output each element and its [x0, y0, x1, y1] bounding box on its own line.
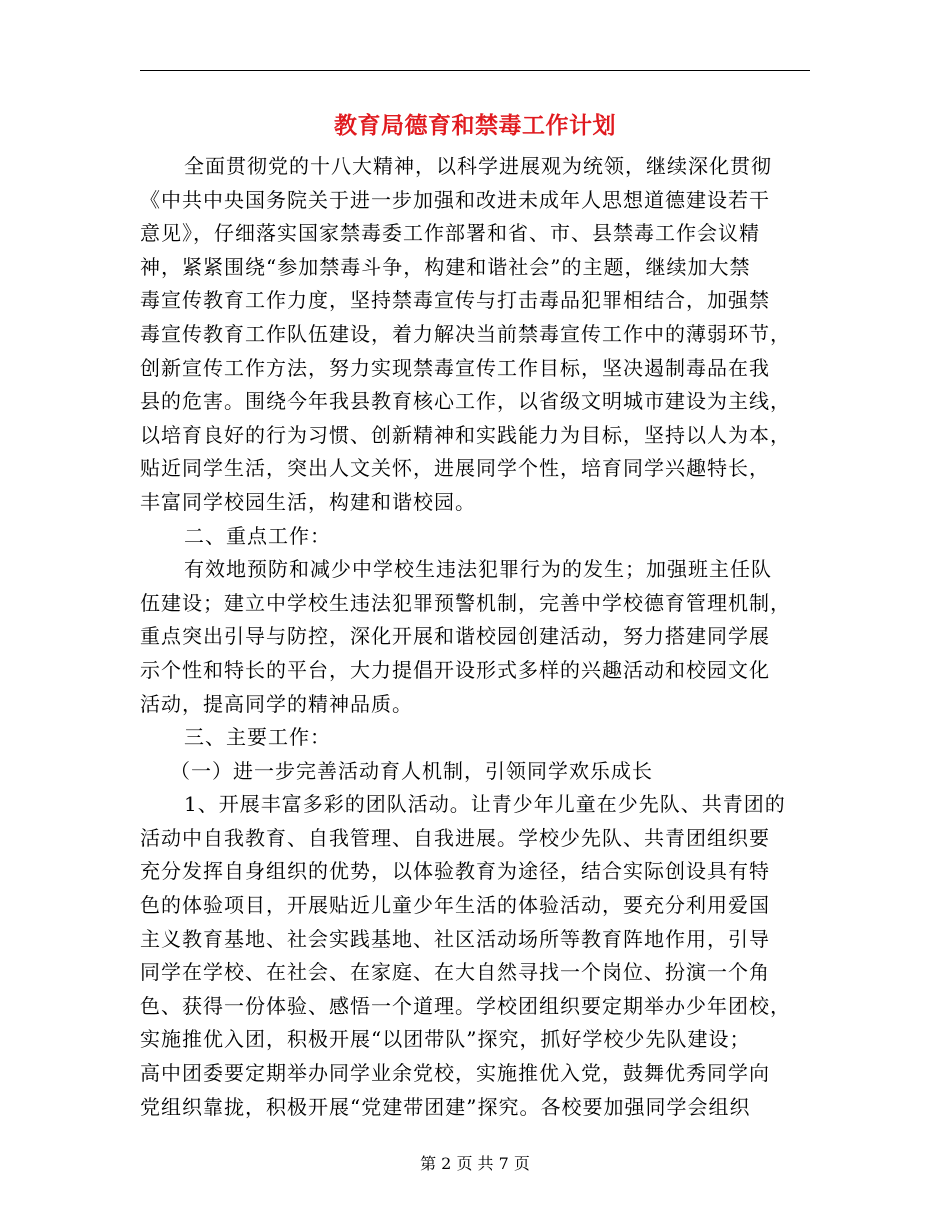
body-line: 色的体验项目，开展贴近儿童少年生活的体验活动，要充分利用爱国 [140, 893, 770, 918]
body-line: 实施推优入团，积极开展“以团带队”探究，抓好学校少先队建设； [140, 1027, 751, 1052]
body-line: 高中团委要定期举办同学业余党校，实施推优入党，鼓舞优秀同学向 [140, 1061, 770, 1086]
body-line: 县的危害。围绕今年我县教育核心工作，以省级文明城市建设为主线， [140, 389, 791, 414]
section-heading: 二、重点工作： [184, 523, 331, 548]
body-line: 毒宣传教育工作力度，坚持禁毒宣传与打击毒品犯罪相结合，加强禁 [140, 288, 770, 313]
body-line: 神，紧紧围绕“参加禁毒斗争，构建和谐社会”的主题，继续加大禁 [140, 254, 751, 279]
body-line: 丰富同学校园生活，构建和谐校园。 [140, 489, 476, 514]
body-line: 伍建设；建立中学校生违法犯罪预警机制，完善中学校德育管理机制， [140, 590, 791, 615]
page-number: 第 2 页 共 7 页 [420, 1154, 530, 1173]
body-line: 创新宣传工作方法，努力实现禁毒宣传工作目标，坚决遏制毒品在我 [140, 355, 770, 380]
body-line: 党组织靠拢，积极开展“党建带团建”探究。各校要加强同学会组织 [140, 1094, 751, 1119]
body-line: 意见》，仔细落实国家禁毒委工作部署和省、市、县禁毒工作会议精 [140, 221, 760, 246]
body-line: 色、获得一份体验、感悟一个道理。学校团组织要定期举办少年团校， [140, 993, 791, 1018]
body-line: 全面贯彻党的十八大精神，以科学进展观为统领，继续深化贯彻 [184, 154, 772, 178]
subsection-heading: （一）进一步完善活动育人机制，引领同学欢乐成长 [170, 758, 653, 783]
body-line: 重点突出引导与防控，深化开展和谐校园创建活动，努力搭建同学展 [140, 624, 770, 649]
body-line: 主义教育基地、社会实践基地、社区活动场所等教育阵地作用，引导 [140, 926, 770, 951]
body-line: 1、开展丰富多彩的团队活动。让青少年儿童在少先队、共青团的 [184, 792, 786, 817]
document-body [140, 150, 810, 1124]
section-heading: 三、主要工作： [184, 725, 331, 750]
body-line: 活动，提高同学的精神品质。 [140, 691, 413, 716]
body-line: 《中共中央国务院关于进一步加强和改进未成年人思想道德建设若干 [140, 187, 770, 212]
body-line: 示个性和特长的平台，大力提倡开设形式多样的兴趣活动和校园文化 [140, 657, 770, 682]
body-line: 充分发挥自身组织的优势，以体验教育为途径，结合实际创设具有特 [140, 859, 770, 884]
body-line: 同学在学校、在社会、在家庭、在大自然寻找一个岗位、扮演一个角 [140, 960, 770, 985]
body-line: 活动中自我教育、自我管理、自我进展。学校少先队、共青团组织要 [140, 825, 770, 850]
document-title: 教育局德育和禁毒工作计划 [334, 112, 616, 139]
body-line: 毒宣传教育工作队伍建设，着力解决当前禁毒宣传工作中的薄弱环节， [140, 321, 791, 346]
body-line: 以培育良好的行为习惯、创新精神和实践能力为目标，坚持以人为本， [140, 422, 791, 447]
body-line: 有效地预防和减少中学校生违法犯罪行为的发生；加强班主任队 [184, 557, 772, 582]
body-line: 贴近同学生活，突出人文关怀，进展同学个性，培育同学兴趣特长， [140, 456, 770, 481]
header-rule [140, 70, 810, 71]
